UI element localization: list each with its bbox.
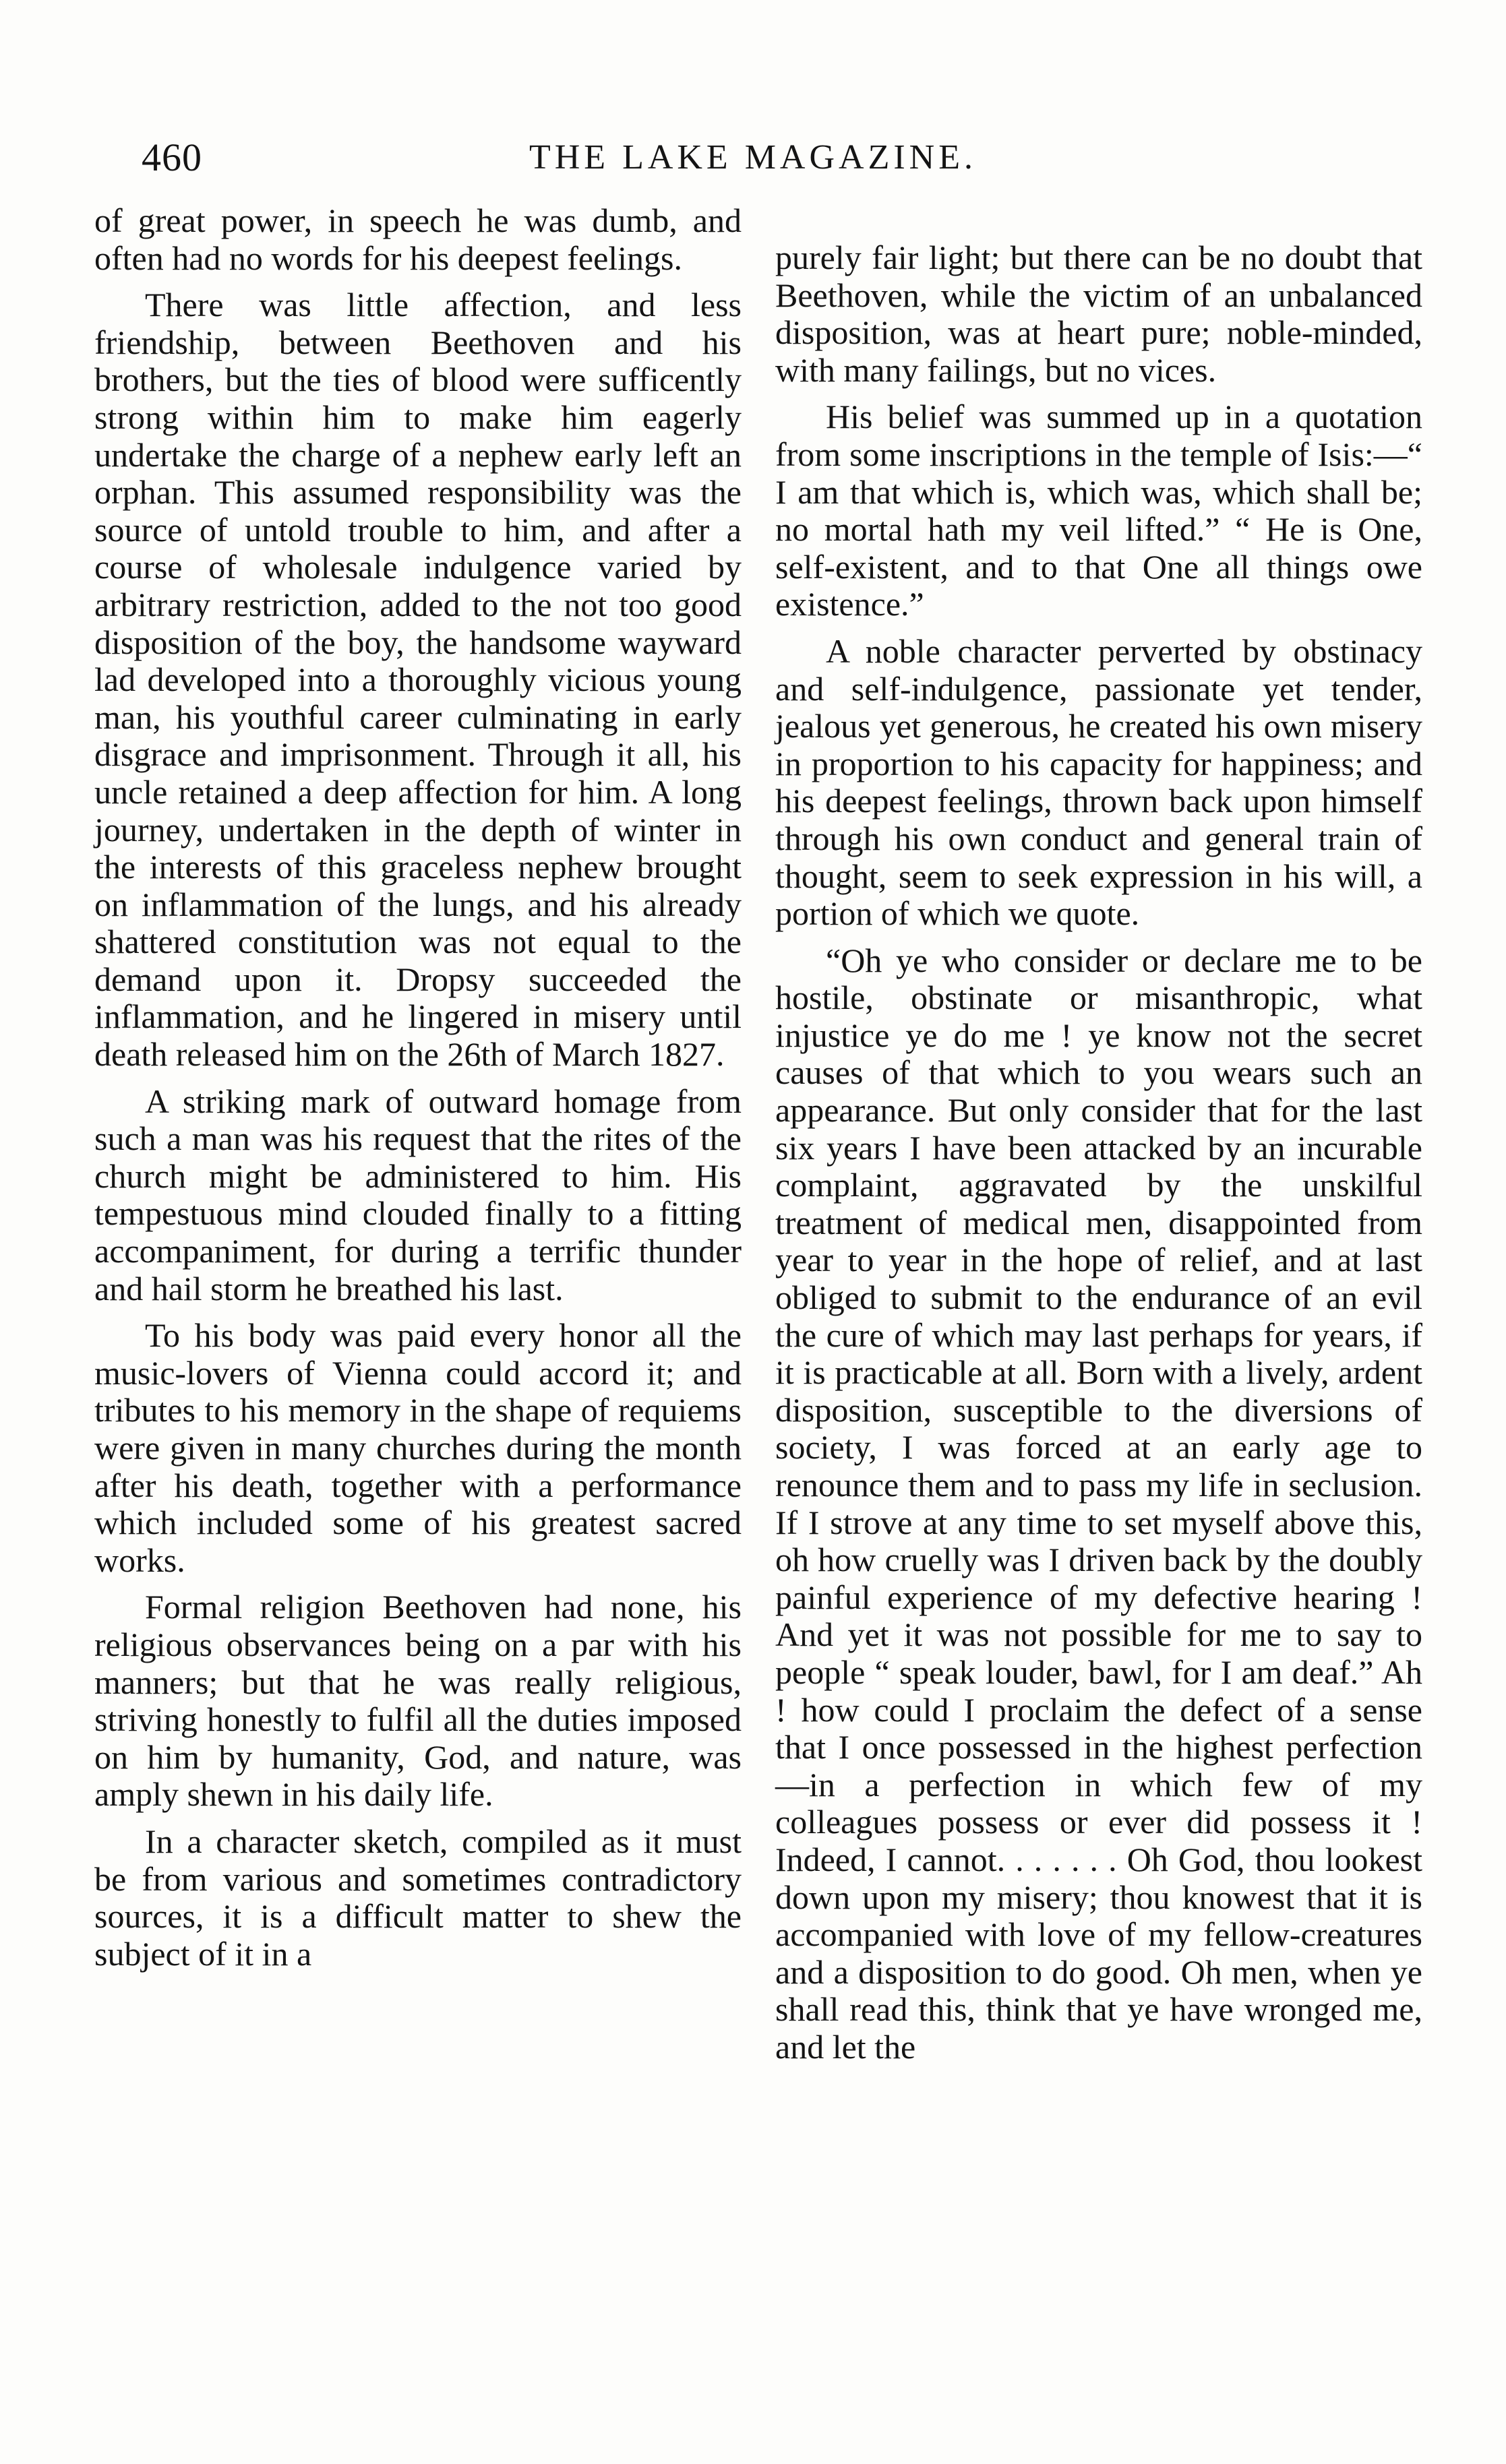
paragraph: “Oh ye who consider or declare me to be hostile, obstinate or misanthropic, what injustice ye do me ! ye know not the secret causes of that which to you wears such an appearance. But only consider that for the last six years I have been attacked by an incurable complaint, aggravated by the unskilful treatment of medical men, disappointed from year to year in the hope of relief, and at last obliged to submit to the endurance of an evil the cure of which may last perhaps for years, if it is practicable at all. Born with a lively, ardent disposition, susceptible to the diversions of society, I was forced at an early age to renounce them and to pass my life in seclusion. If I strove at any time to set myself above this, oh how cruelly was I driven back by the doubly painful experience of my defective hearing ! And yet it was not possible for me to say to people “ speak louder, bawl, for I am deaf.” Ah ! how could I proclaim the defect of a sense that I once possessed in the highest perfection—in a perfection in which few of my colleagues possess or ever did possess it ! Indeed, I cannot. . . . . . . Oh God, thou lookest down upon my misery; thou knowest that it is accompanied with love of my fellow-creatures and a disposition to do good. Oh men, when ye shall read this, think that ye have wronged me, and let the <box>775 941 1422 2066</box>
paragraph: To his body was paid every honor all the music-lovers of Vienna could accord it; and tributes to his memory in the shape of requiems were given in many churches during the month after his death, together with a performance which included some of his greatest sacred works. <box>94 1316 742 1579</box>
page-header <box>0 135 1506 189</box>
right-column <box>775 239 1422 2076</box>
paragraph: In a character sketch, compiled as it must be from various and sometimes contradictory sources, it is a difficult matter to shew the subject of it in a <box>94 1822 742 1973</box>
paragraph: His belief was summed up in a quotation from some inscriptions in the temple of Isis:—“ I am that which is, which was, which shall be; no mortal hath my veil lifted.” “ He is One, self-existent, and to that One all things owe existence.” <box>775 398 1422 623</box>
paragraph: A striking mark of outward homage from such a man was his request that the rites of the church might be administered to him. His tempestuous mind clouded finally to a fitting accompaniment, for during a terrific thunder and hail storm he breathed his last. <box>94 1082 742 1307</box>
paragraph: There was little affection, and less friendship, between Beethoven and his brothers, but the ties of blood were sufficently strong within him to make him eagerly undertake the charge of a nephew early left an orphan. This assumed responsibility was the source of untold trouble to him, and after a course of wholesale indulgence varied by arbitrary restriction, added to the not too good disposition of the boy, the handsome wayward lad developed into a thoroughly vicious young man, his youthful career culminating in early disgrace and imprisonment. Through it all, his uncle retained a deep affection for him. A long journey, undertaken in the depth of winter in the interests of this graceless nephew brought on inflammation of the lungs, and his already shattered constitution was not equal to the demand upon it. Dropsy succeeded the inflammation, and he lingered in misery until death released him on the 26th of March 1827. <box>94 286 742 1074</box>
page-number: 460 <box>142 135 202 179</box>
running-title: THE LAKE MAGAZINE. <box>529 138 977 177</box>
paragraph: purely fair light; but there can be no doubt that Beethoven, while the victim of an unbalanced disposition, was at heart pure; noble-minded, with many failings, but no vices. <box>775 239 1422 389</box>
left-column <box>94 202 742 1982</box>
paragraph: of great power, in speech he was dumb, and often had no words for his deepest feelings. <box>94 202 742 277</box>
paragraph: A noble character perverted by obstinacy and self-indulgence, passionate yet tender, jealous yet generous, he created his own misery in proportion to his capacity for happiness; and his deepest feelings, thrown back upon himself through his own conduct and general train of thought, seem to seek expression in his will, a portion of which we quote. <box>775 632 1422 933</box>
paragraph: Formal religion Beethoven had none, his religious observances being on a par with his manners; but that he was really religious, striving honestly to fulfil all the duties imposed on him by humanity, God, and nature, was amply shewn in his daily life. <box>94 1588 742 1814</box>
